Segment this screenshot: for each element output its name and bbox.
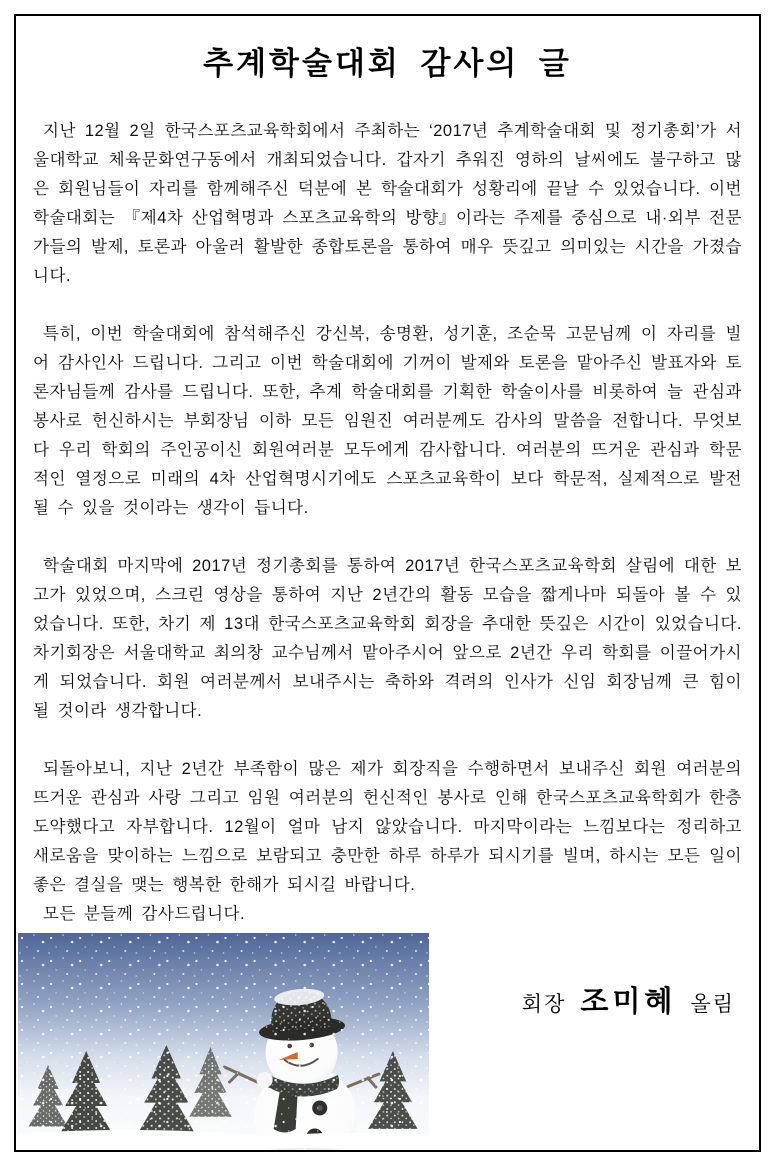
snowman-scene-graphic <box>18 933 429 1152</box>
paragraph: 특히, 이번 학술대회에 참석해주신 강신복, 송명환, 성기훈, 조순묵 고문님께 이 자리를 빌어 감사인사 드립니다. 그리고 이번 학술대회에 기꺼이 발제와 토론을 맡아주신 발표자와 토론자님들께 감사를 드립니다. 또한, 추계 학술대회를 기획한 학술이사를 비롯하여 늘 관심과 봉사로 헌신하시는 부회장님 이하 모든 임원진 여러분께도 감사의 말씀을 전합니다. 무엇보다 우리 학회의 주인공이신 회원여러분 모두에게 감사합니다. 여러분의 뜨거운 관심과 학문적인 열정으로 미래의 4차 산업혁명시기에도 스포츠교육학이 보다 학문적, 실제적으로 발전될 수 있을 것이라는 생각이 듭니다. <box>33 325 742 517</box>
letter-footer <box>18 933 757 1152</box>
page-title: 추계학술대회 감사의 글 <box>203 46 572 81</box>
signature-name: 조미혜 <box>580 984 677 1018</box>
paragraph: 되돌아보니, 지난 2년간 부족함이 많은 제가 회장직을 수행하면서 보내주신 회원 여러분의 뜨거운 관심과 사랑 그리고 임원 여러분의 헌신적인 봉사로 인해 한국스포츠교육학회가 한층 도약했다고 자부합니다. 12월이 얼마 남지 않았습니다. 마지막이라는 느낌보다는 정리하고 새로움을 맞이하는 느낌으로 보람되고 충만한 하루 하루가 되시기를 빌며, 하시는 모든 일이 좋은 결실을 맺는 행복한 한해가 되시길 바랍니다. <box>33 760 742 894</box>
closing-line: 모든 분들께 감사드립니다. <box>43 905 246 923</box>
signature-role: 회장 <box>521 993 567 1016</box>
signature-suffix: 올림 <box>690 993 735 1016</box>
paragraph: 지난 12월 2일 한국스포츠교육학회에서 주최하는 ‘2017년 추계학술대회 및 정기총회’가 서울대학교 체육문화연구동에서 개최되었습니다. 갑자기 추워진 영하의 날씨에도 불구하고 많은 회원님들이 자리를 함께해주신 덕분에 본 학술대회가 성황리에 끝날 수 있었습니다. 이번 학술대회는 『제4차 산업혁명과 스포츠교육학의 방향』이라는 주제를 중심으로 내·외부 전문가들의 발제, 토론과 아울러 활발한 종합토론을 통하여 매우 뜻깊고 의미있는 시간을 가졌습니다. <box>33 122 742 285</box>
document-page <box>14 14 761 1152</box>
signature-zone <box>429 933 757 1152</box>
winter-snowman-image <box>18 933 429 1152</box>
letter-body <box>33 117 742 929</box>
falling-snow-overlay <box>18 933 429 1152</box>
signature-block <box>522 979 735 1020</box>
paragraph: 학술대회 마지막에 2017년 정기총회를 통하여 2017년 한국스포츠교육학회 살림에 대한 보고가 있었으며, 스크린 영상을 통하여 지난 2년간의 활동 모습을 짧게나마 되돌아 볼 수 있었습니다. 또한, 차기 제 13대 한국스포츠교육학회 회장을 추대한 뜻깊은 시간이 있었습니다. 차기회장은 서울대학교 최의창 교수님께서 맡아주시어 앞으로 2년간 우리 학회를 이끌어가시게 되었습니다. 회원 여러분께서 보내주시는 축하와 격려의 인사가 신임 회장님께 큰 힘이 될 것이라 생각합니다. <box>33 557 742 720</box>
